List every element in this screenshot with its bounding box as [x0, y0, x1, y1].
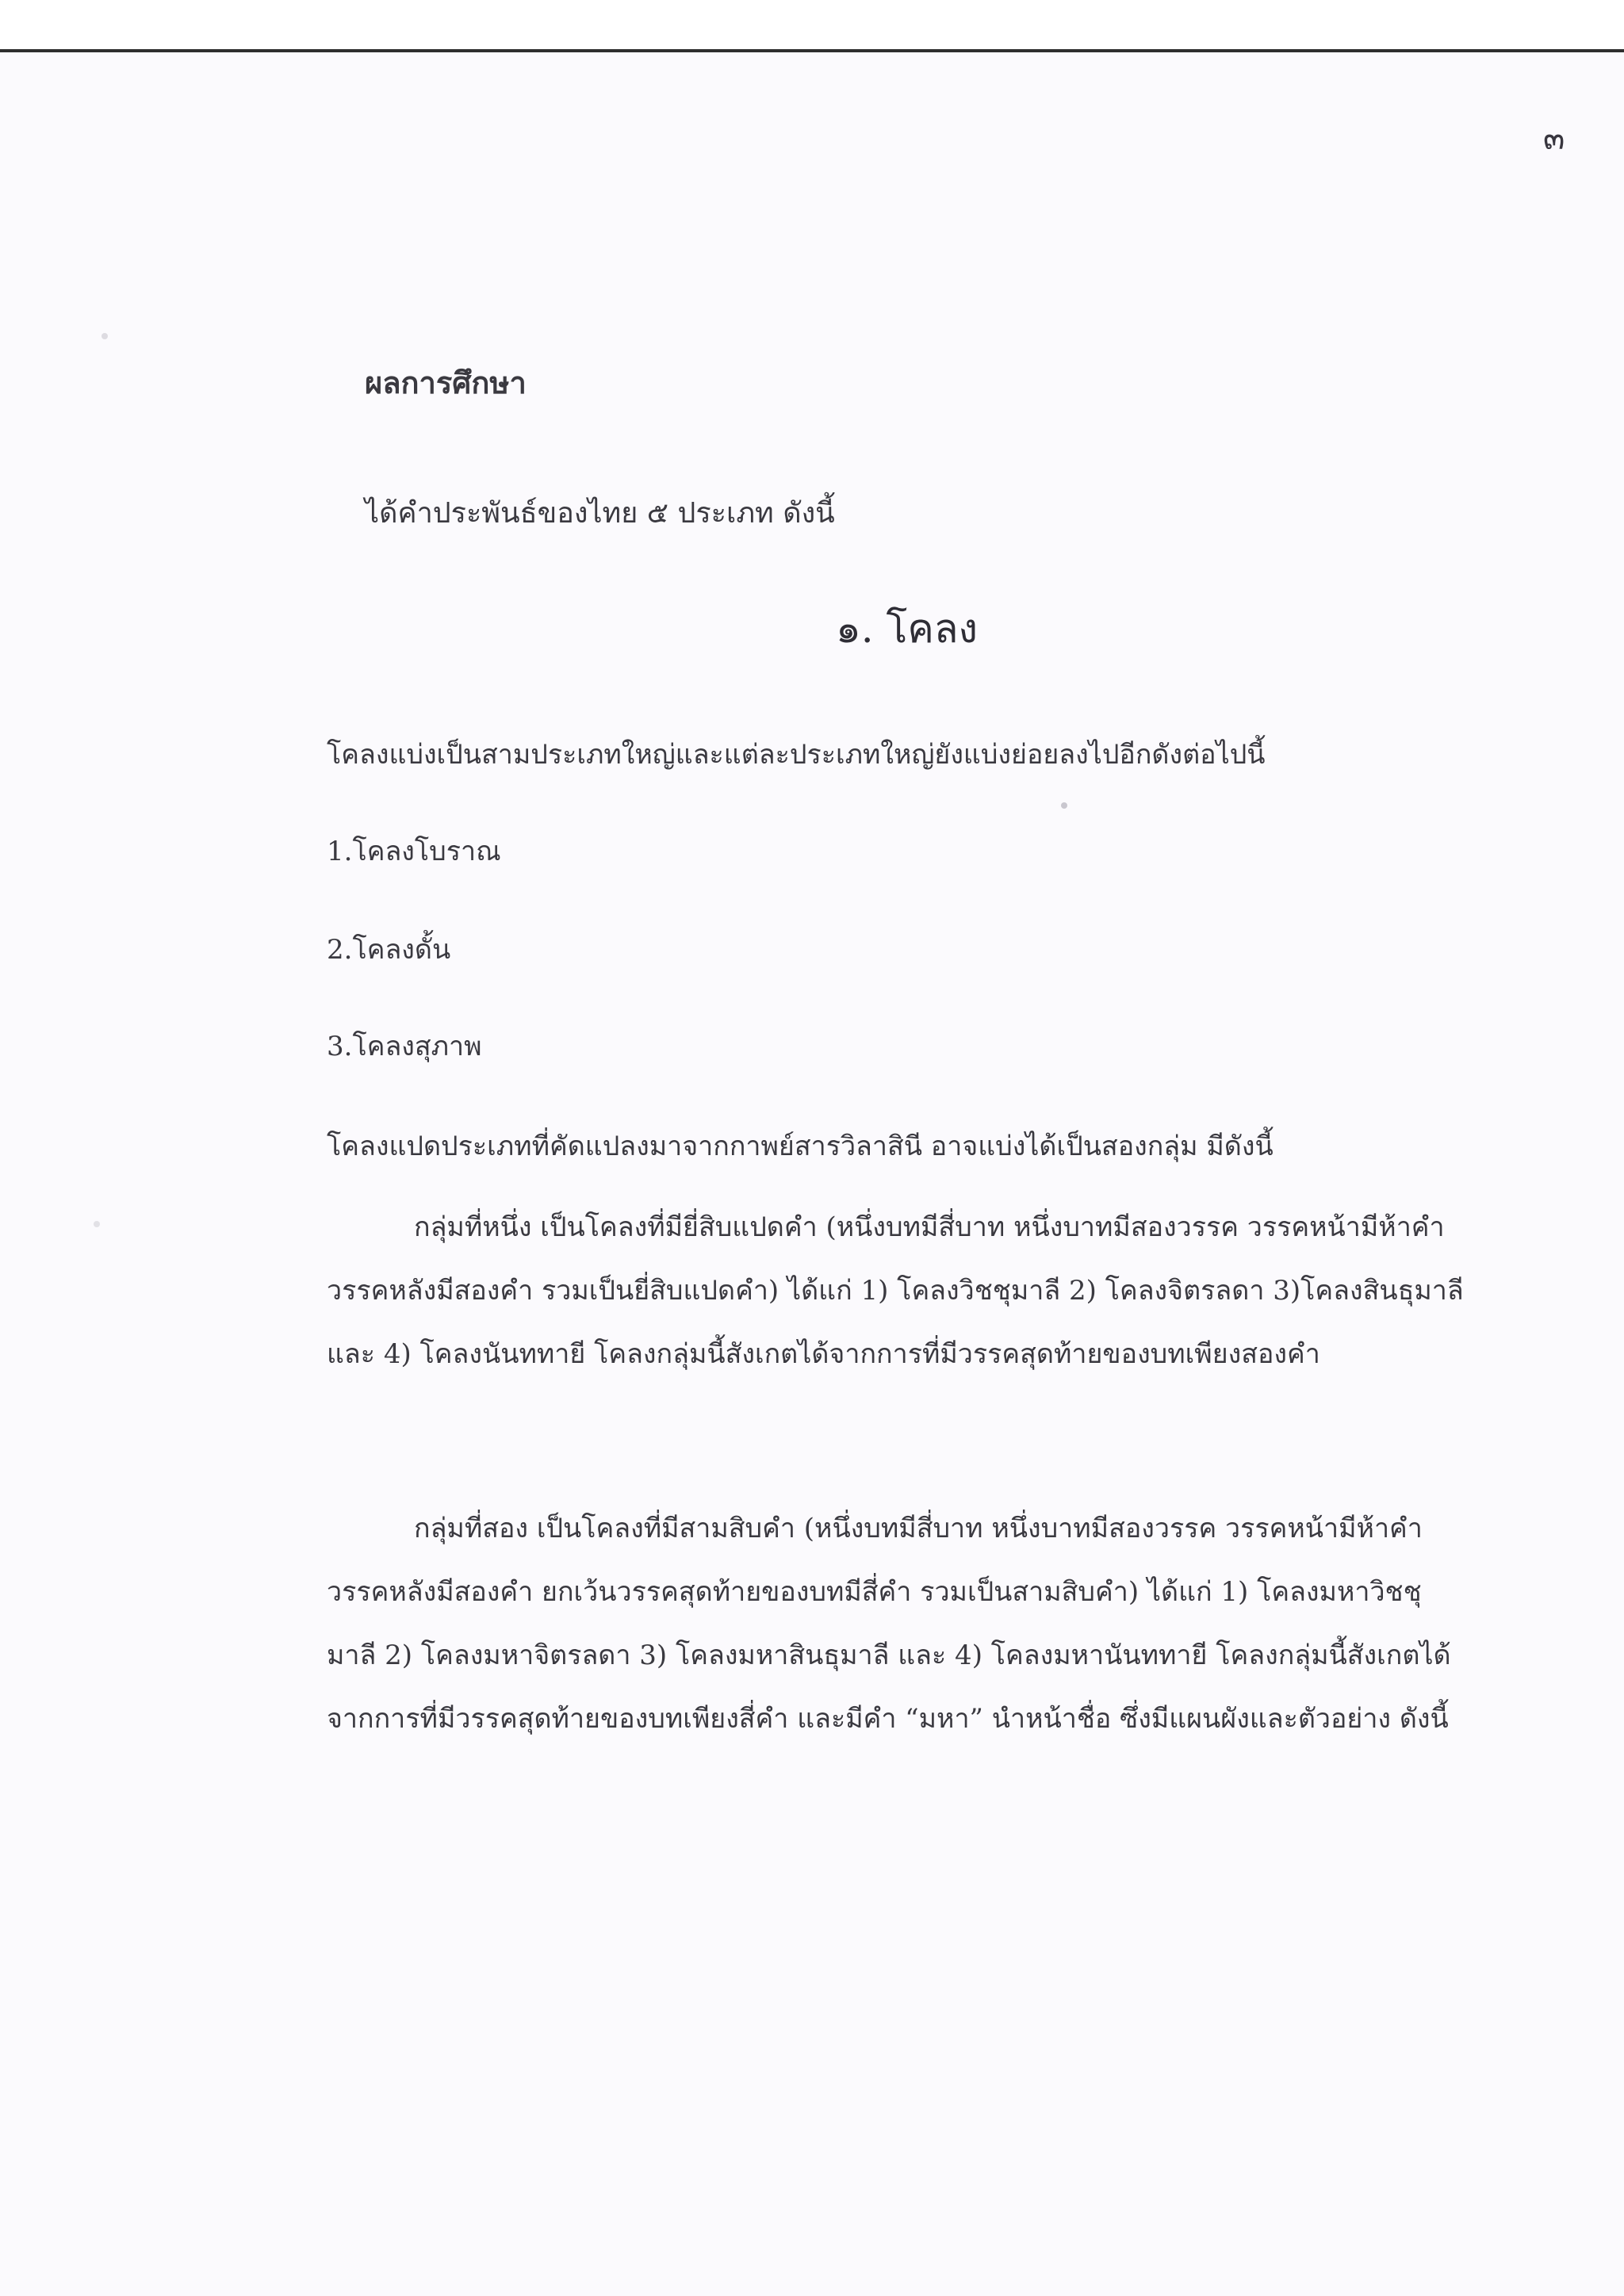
group-two-text: กลุ่มที่สอง เป็นโคลงที่มีสามสิบคำ (หนึ่งบทมีสี่บาท หนึ่งบาทมีสองวรรค วรรคหน้ามีห้าคำ วรรคหลังมีสองคำ ยกเว้นวรรคสุดท้ายของบทมีสี่คำ รวมเป็นสามสิบคำ) ได้แก่ 1) โคลงมหาวิชชุมาลี 2) โคลงมหาจิตรลดา 3) โคลงมหาสินธุมาลี และ 4) โคลงมหานันททายี โคลงกลุ่มนี้สังเกตได้จากการที่มีวรรคสุดท้ายของบทเพียงสี่คำ และมีคำ “มหา” นำหน้าชื่อ ซึ่งมีแผนผังและตัวอย่าง ดังนี้	[327, 1513, 1451, 1735]
type-item: 2.โคลงดั้น	[327, 934, 451, 966]
page-number: ๓	[1543, 121, 1565, 157]
groups-intro: โคลงแปดประเภทที่คัดแปลงมาจากกาพย์สารวิลาสินี อาจแบ่งได้เป็นสองกลุ่ม มีดังนี้	[327, 1131, 1274, 1162]
chapter-title: ๑. โคลง	[836, 606, 978, 652]
scan-speck	[1061, 802, 1067, 809]
group-one-text: กลุ่มที่หนึ่ง เป็นโคลงที่มียี่สิบแปดคำ (หนึ่งบทมีสี่บาท หนึ่งบาทมีสองวรรค วรรคหน้ามีห้าคำ วรรคหลังมีสองคำ รวมเป็นยี่สิบแปดคำ) ได้แก่ 1) โคลงวิชชุมาลี 2) โคลงจิตรลดา 3)โคลงสินธุมาลี และ 4) โคลงนันททายี โคลงกลุ่มนี้สังเกตได้จากการที่มีวรรคสุดท้ายของบทเพียงสองคำ	[327, 1211, 1464, 1370]
section-heading: ผลการศึกษา	[365, 365, 527, 400]
scan-speck	[94, 1221, 100, 1227]
scan-speck	[102, 333, 108, 339]
type-item: 3.โคลงสุภาพ	[327, 1031, 482, 1062]
group-one-paragraph	[327, 1196, 1469, 1386]
overview-text: โคลงแบ่งเป็นสามประเภทใหญ่และแต่ละประเภทใหญ่ยังแบ่งย่อยลงไปอีกดังต่อไปนี้	[327, 739, 1266, 771]
type-item: 1.โคลงโบราณ	[327, 836, 501, 867]
intro-text: ได้คำประพันธ์ของไทย ๕ ประเภท ดังนี้	[365, 497, 835, 530]
document-page	[0, 52, 1624, 2296]
group-two-paragraph	[327, 1497, 1469, 1751]
